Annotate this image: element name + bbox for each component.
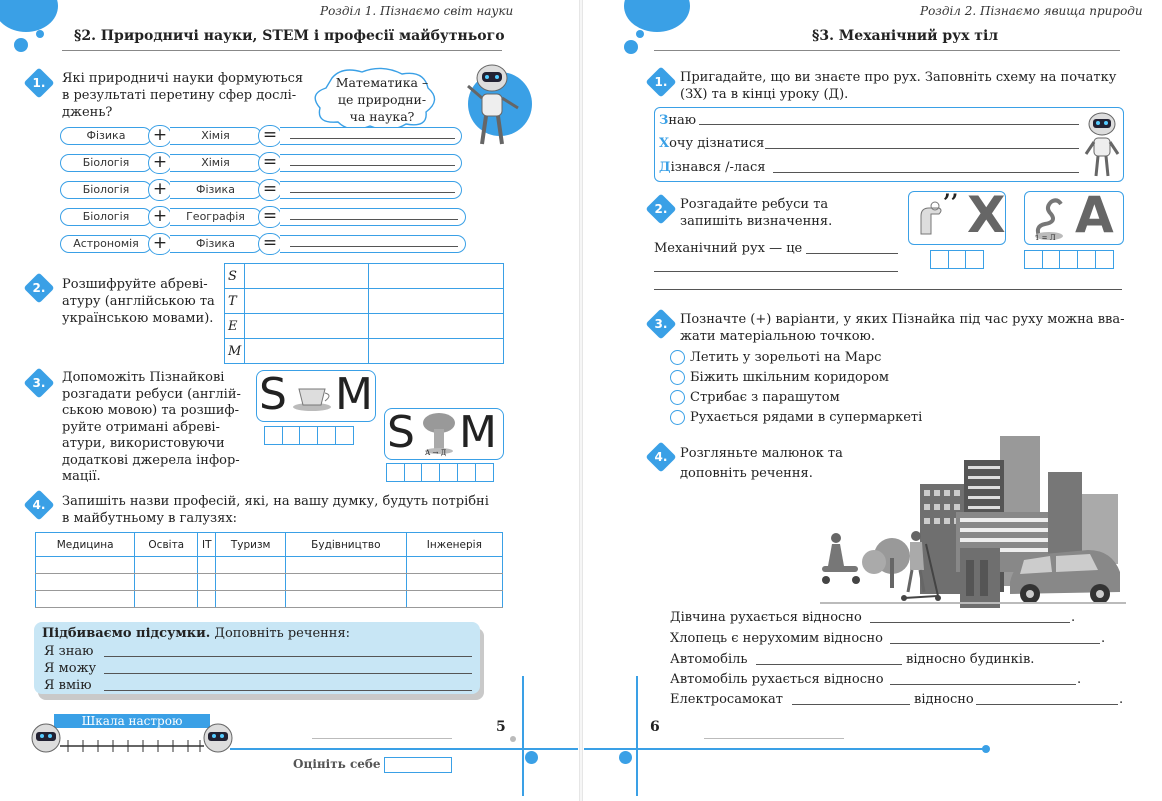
science-b: Географія [170, 208, 262, 226]
task2-text: Розшифруйте абреві- атуру (англійською та українською мовами). [62, 277, 215, 326]
kwl-line[interactable] [765, 148, 1079, 149]
rebus-quote: ’’ [943, 190, 959, 216]
answer-field[interactable] [280, 127, 462, 145]
science-a: Біологія [60, 154, 152, 172]
answer-cell[interactable] [198, 591, 216, 608]
summary-line-label: Я знаю [44, 644, 94, 659]
kwl-line[interactable] [773, 172, 1079, 173]
left-page [0, 0, 578, 801]
option-label: Стрибає з парашутом [690, 390, 840, 405]
rebus-letter: Х [967, 186, 1006, 244]
science-a: Фізика [60, 127, 152, 145]
answer-cell[interactable] [406, 557, 502, 574]
kwl-label: Хочу дізнатися [659, 136, 765, 151]
answer-line [290, 165, 455, 166]
rebus-letter: S [259, 369, 287, 420]
task-number: 2. [654, 202, 668, 216]
stem-letter: M [225, 339, 245, 364]
option-label: Летить у зорельоті на Марс [690, 350, 882, 365]
sentence-end: . [1077, 672, 1082, 687]
kwl-label: Дізнався /-лася [659, 160, 766, 175]
hand-icon [915, 198, 945, 238]
equals-sign: = [258, 206, 282, 228]
answer-cell[interactable] [135, 574, 198, 591]
rebus-card-1 [908, 186, 1006, 245]
plus-sign: + [148, 152, 172, 174]
answer-cell[interactable] [285, 557, 406, 574]
answer-cell[interactable] [369, 314, 504, 339]
stem-letter: T [225, 289, 245, 314]
task-number: 4. [32, 498, 46, 512]
sentence-end: . [1101, 631, 1106, 646]
science-b: Фізика [170, 181, 262, 199]
sentence-line[interactable] [870, 622, 1070, 623]
decor-dot [624, 40, 638, 54]
definition-line[interactable] [806, 253, 898, 254]
task1-text: Пригадайте, що ви знаєте про рух. Заповніть схему на початку (ЗХ) та в кінці уроку (Д). [680, 70, 1117, 102]
sentence-text: Автомобіль рухається відносно [670, 672, 884, 687]
decor-line [230, 748, 578, 750]
answer-cell[interactable] [369, 289, 504, 314]
decor-dot [510, 736, 516, 742]
answer-cell[interactable] [245, 339, 369, 364]
kwl-chart [654, 107, 1124, 182]
answer-field[interactable] [280, 181, 462, 199]
decor-dot [982, 745, 990, 753]
decor-line [584, 748, 984, 750]
science-a: Астрономія [60, 235, 152, 253]
equals-sign: = [258, 152, 282, 174]
equals-sign: = [258, 233, 282, 255]
summary-line[interactable] [104, 673, 472, 674]
option-radio[interactable] [670, 410, 685, 425]
stem-letter: S [225, 264, 245, 289]
answer-cell[interactable] [406, 574, 502, 591]
answer-cell[interactable] [198, 574, 216, 591]
answer-cell[interactable] [198, 557, 216, 574]
rebus-letter: S [387, 407, 415, 458]
task4-text: Запишіть назви професій, які, на вашу думку, будуть потрібні в майбутньому в галузях: [62, 494, 489, 526]
page-number: 5 [496, 719, 506, 735]
sentence-text: відносно будинків. [906, 652, 1035, 667]
column-header: Туризм [216, 533, 286, 557]
answer-cell[interactable] [216, 557, 286, 574]
answer-boxes[interactable] [264, 426, 353, 445]
stem-table [224, 263, 504, 364]
kwl-label: Знаю [659, 113, 697, 128]
bubble-text: Математика – це природни- ча наука? [335, 75, 429, 124]
definition-line[interactable] [654, 271, 898, 272]
answer-cell[interactable] [216, 574, 286, 591]
decor-blob [0, 0, 58, 32]
sentence-text: Автомобіль [670, 652, 748, 667]
column-header: Будівництво [285, 533, 406, 557]
task-number: 1. [654, 75, 668, 89]
science-b: Фізика [170, 235, 262, 253]
column-header: Медицина [36, 533, 135, 557]
option-radio[interactable] [670, 390, 685, 405]
sentence-text: Електросамокат [670, 692, 783, 707]
answer-cell[interactable] [406, 591, 502, 608]
title-underline [654, 50, 1120, 51]
decor-line [704, 738, 844, 739]
self-rate-label: Оцініть себе [293, 757, 381, 771]
decor-dot [36, 30, 44, 38]
robot-illustration [1083, 110, 1121, 180]
answer-cell[interactable] [36, 591, 135, 608]
right-page [584, 0, 1162, 801]
decor-dot [636, 30, 644, 38]
answer-field[interactable] [280, 235, 466, 253]
rebus-letter: M [459, 407, 497, 458]
equals-sign: = [258, 125, 282, 147]
robot-illustration [452, 56, 536, 152]
answer-cell[interactable] [285, 574, 406, 591]
rebus-letter: M [335, 369, 373, 420]
answer-cell[interactable] [245, 314, 369, 339]
summary-title: Підбиваємо підсумки. Доповніть речення: [42, 626, 351, 641]
city-illustration [820, 432, 1126, 608]
answer-cell[interactable] [369, 264, 504, 289]
task-number: 3. [32, 376, 46, 390]
column-header: IT [198, 533, 216, 557]
plus-sign: + [148, 233, 172, 255]
decor-dot [14, 38, 28, 52]
sentence-line[interactable] [890, 684, 1076, 685]
answer-cell[interactable] [135, 557, 198, 574]
task2-text: Розгадайте ребуси та запишіть визначення. [680, 197, 833, 229]
section-header: Розділ 1. Пізнаємо світ науки [320, 4, 514, 18]
answer-line [290, 192, 455, 193]
answer-cell[interactable] [216, 591, 286, 608]
answer-cell[interactable] [245, 264, 369, 289]
answer-boxes[interactable] [930, 250, 983, 269]
page-title: §3. Механічний рух тіл [812, 28, 999, 44]
mood-scale-ruler[interactable] [28, 720, 238, 760]
task-number: 1. [32, 76, 46, 90]
sentence-line[interactable] [890, 643, 1100, 644]
professions-table [35, 532, 503, 608]
rebus-note: 1 = Л [1035, 234, 1056, 242]
sentence-line[interactable] [756, 664, 902, 665]
task-number: 2. [32, 281, 46, 295]
rebus-card-2 [1024, 186, 1124, 245]
answer-line [290, 246, 458, 247]
option-radio[interactable] [670, 350, 685, 365]
science-b: Хімія [170, 154, 262, 172]
book-spine [579, 0, 583, 801]
task-number: 3. [654, 317, 668, 331]
column-header: Інженерія [406, 533, 502, 557]
answer-field[interactable] [280, 154, 462, 172]
task3-text: Позначте (+) варіанти, у яких Пізнайка під час руху можна вва- жати матеріальною точкою. [680, 312, 1125, 344]
rebus-card-1 [256, 370, 376, 422]
answer-cell[interactable] [369, 339, 504, 364]
sentence-end: . [1071, 610, 1076, 625]
summary-line-label: Я можу [44, 661, 97, 676]
decor-line [312, 738, 452, 739]
decor-line [636, 676, 638, 796]
decor-blob [624, 0, 690, 32]
sentence-text: відносно [914, 692, 974, 707]
section-header: Розділ 2. Пізнаємо явища природи [920, 4, 1143, 18]
answer-boxes[interactable] [386, 463, 492, 482]
science-a: Біологія [60, 208, 152, 226]
rebus-note: А → Д [425, 449, 447, 457]
answer-field[interactable] [280, 208, 466, 226]
self-rate-input[interactable] [384, 757, 452, 773]
answer-cell[interactable] [245, 289, 369, 314]
decor-dot [525, 751, 538, 764]
summary-box [34, 622, 480, 694]
science-b: Хімія [170, 127, 262, 145]
option-radio[interactable] [670, 370, 685, 385]
answer-boxes[interactable] [1024, 250, 1113, 269]
answer-line [290, 138, 455, 139]
sentence-text: Дівчина рухається відносно [670, 610, 862, 625]
summary-line[interactable] [104, 656, 472, 657]
definition-line[interactable] [654, 289, 1122, 290]
stem-letter: E [225, 314, 245, 339]
option-label: Рухається рядами в супермаркеті [690, 410, 923, 425]
equals-sign: = [258, 179, 282, 201]
sentence-line[interactable] [792, 704, 910, 705]
page-title: §2. Природничі науки, STEM і професії майбутнього [74, 28, 505, 44]
answer-cell[interactable] [135, 591, 198, 608]
summary-line[interactable] [104, 690, 472, 691]
plus-sign: + [148, 125, 172, 147]
decor-dot [619, 751, 632, 764]
title-underline [62, 50, 502, 51]
kwl-line[interactable] [699, 124, 1079, 125]
science-a: Біологія [60, 181, 152, 199]
option-label: Біжить шкільним коридором [690, 370, 890, 385]
answer-cell[interactable] [36, 557, 135, 574]
sentence-text: Хлопець є нерухомим відносно [670, 631, 883, 646]
page-number: 6 [650, 719, 660, 735]
plus-sign: + [148, 179, 172, 201]
column-header: Освіта [135, 533, 198, 557]
summary-line-label: Я вмію [44, 678, 92, 693]
rebus-letter: А [1075, 186, 1114, 244]
task1-text: Які природничі науки формуються в результаті перетину сфер дослі- джень? [62, 71, 304, 120]
task3-text: Допоможіть Пізнайкові розгадати ребуси (англій- ською мовою) та розшиф- руйте отримані абреві- атури, використовуючи додаткові джерела інфор- мації. [62, 370, 241, 484]
plus-sign: + [148, 206, 172, 228]
mood-scale-label: Шкала настрою [54, 714, 210, 728]
task-number: 4. [654, 450, 668, 464]
answer-cell[interactable] [285, 591, 406, 608]
sentence-line[interactable] [976, 704, 1118, 705]
answer-line [290, 219, 458, 220]
sentence-end: . [1119, 692, 1124, 707]
cup-icon [291, 381, 333, 413]
decor-line [522, 676, 524, 796]
definition-label: Механічний рух — це [654, 241, 803, 256]
task4-text: Розгляньте малюнок та доповніть речення. [680, 446, 843, 481]
answer-cell[interactable] [36, 574, 135, 591]
rebus-card-2 [384, 408, 504, 460]
